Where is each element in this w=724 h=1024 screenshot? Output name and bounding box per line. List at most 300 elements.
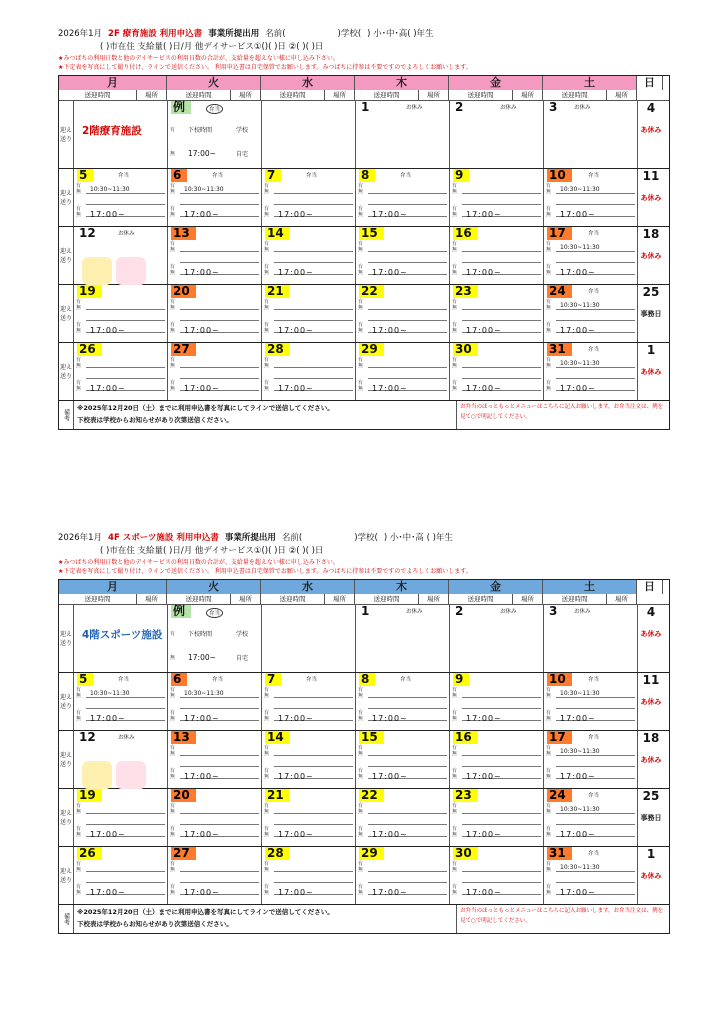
day-number: 15 — [359, 227, 384, 240]
pick-label: 迎え — [59, 305, 72, 313]
day-cell[interactable] — [74, 227, 168, 284]
none-label: 無 — [358, 809, 364, 815]
day-cell[interactable] — [450, 101, 544, 168]
day-number: 26 — [77, 343, 102, 356]
have-none-label — [170, 183, 180, 195]
have-label: 有 — [170, 631, 176, 637]
divider — [180, 766, 259, 767]
pickup-time[interactable]: 10:30~11:30 — [184, 186, 224, 193]
day-cell[interactable] — [262, 169, 356, 226]
none-label: 無 — [170, 386, 176, 392]
return-time[interactable]: 17:00~ — [560, 268, 596, 277]
none-label: 無 — [358, 386, 364, 392]
return-time[interactable]: 17:00~ — [90, 714, 126, 723]
have-none-label — [76, 206, 86, 218]
day-cell[interactable] — [168, 227, 262, 284]
home-label: 自宅 — [236, 151, 249, 158]
pick-label: 迎え — [59, 363, 72, 371]
day-cell[interactable] — [544, 285, 638, 342]
return-time[interactable]: 17:00~ — [372, 772, 408, 781]
day-number: 2 — [455, 604, 464, 618]
day-number: 16 — [453, 731, 478, 744]
return-time[interactable]: 17:00~ — [184, 830, 220, 839]
none-label: 無 — [358, 189, 364, 195]
day-cell[interactable] — [168, 285, 262, 342]
have-label: 有 — [170, 241, 176, 247]
day-cell[interactable] — [168, 169, 262, 226]
divider — [368, 204, 447, 205]
pickup-time[interactable]: 10:30~11:30 — [560, 244, 600, 251]
none-label: 無 — [170, 247, 176, 253]
form-header-2 — [58, 41, 670, 54]
have-none-label — [358, 206, 368, 218]
name-field[interactable]: 名前( — [281, 533, 303, 543]
have-none-label — [546, 183, 556, 195]
none-label: 無 — [170, 305, 176, 311]
have-label: 有 — [76, 861, 82, 867]
have-none-label — [358, 357, 368, 369]
have-none-label — [170, 206, 180, 218]
divider — [556, 367, 635, 368]
day-cell[interactable] — [74, 731, 168, 788]
return-time[interactable]: 17:00~ — [560, 326, 596, 335]
sunday-cell — [638, 169, 664, 226]
day-cell[interactable] — [544, 101, 638, 168]
day-number: 4 — [646, 605, 656, 619]
day-cell[interactable] — [168, 673, 262, 730]
have-none-label — [358, 826, 368, 838]
divider — [462, 824, 541, 825]
return-time[interactable]: 17:00~ — [278, 210, 314, 219]
return-time[interactable]: 17:00~ — [184, 888, 220, 897]
have-none-label — [264, 826, 274, 838]
example-label: 例 — [171, 101, 191, 114]
day-cell[interactable] — [544, 731, 638, 788]
pickup-time[interactable]: 10:30~11:30 — [90, 186, 130, 193]
return-time[interactable]: 17:00~ — [466, 268, 502, 277]
have-none-label — [452, 299, 462, 311]
none-label: 無 — [546, 716, 552, 722]
return-time[interactable]: 17:00~ — [466, 714, 502, 723]
send-label: 送り — [59, 372, 72, 380]
have-label: 有 — [546, 861, 552, 867]
note: ★みつばちの利用日数と他のデイサービスの利用日数の合計が、支給量を超えない様に申し込み下さい。 — [58, 55, 339, 62]
form-header — [58, 532, 670, 545]
return-time[interactable]: 17:00~ — [278, 888, 314, 897]
have-label: 有 — [358, 710, 364, 716]
have-none-label — [546, 687, 556, 699]
none-label: 無 — [264, 832, 270, 838]
divider — [368, 309, 447, 310]
city-field[interactable]: ( )市在住 支給量( )日/月 他デイサービス①( — [100, 546, 265, 556]
have-none-label — [546, 710, 556, 722]
divider — [86, 882, 165, 883]
return-time[interactable]: 17:00~ — [372, 714, 408, 723]
have-none-label — [264, 206, 274, 218]
pickup-time[interactable]: 10:30~11:30 — [560, 186, 600, 193]
day-cell[interactable] — [356, 673, 450, 730]
return-time[interactable]: 17:00~ — [184, 714, 220, 723]
return-time[interactable]: 17:00~ — [466, 888, 502, 897]
place-header: 場所 — [325, 594, 355, 604]
day-cell[interactable] — [356, 605, 450, 672]
have-label: 有 — [264, 299, 270, 305]
divider — [368, 320, 447, 321]
day-cell[interactable] — [262, 227, 356, 284]
day-cell[interactable] — [450, 847, 544, 904]
day-number: 18 — [642, 227, 660, 241]
none-label: 無 — [76, 809, 82, 815]
have-label: 有 — [170, 745, 176, 751]
day-cell[interactable] — [356, 101, 450, 168]
school-label: 学校 — [236, 127, 249, 134]
form-header — [58, 28, 670, 41]
have-label: 有 — [452, 299, 458, 305]
have-label: 有 — [170, 380, 176, 386]
have-label: 有 — [452, 183, 458, 189]
kids-sticker — [116, 257, 146, 285]
day-cell[interactable] — [262, 673, 356, 730]
return-time[interactable]: 17:00~ — [372, 830, 408, 839]
return-time[interactable]: 17:00~ — [372, 210, 408, 219]
send-label: 送り — [59, 702, 72, 710]
return-time[interactable]: 17:00~ — [90, 830, 126, 839]
place-header: 場所 — [419, 90, 449, 100]
day-cell[interactable] — [450, 731, 544, 788]
have-label: 有 — [76, 322, 82, 328]
none-label: 無 — [546, 328, 552, 334]
have-label: 有 — [546, 687, 552, 693]
return-time[interactable]: 17:00~ — [372, 268, 408, 277]
remark-main — [74, 905, 457, 933]
have-label: 有 — [264, 710, 270, 716]
return-time[interactable]: 17:00~ — [372, 326, 408, 335]
grade-field[interactable]: ) 小･中･高( )年生 — [367, 29, 434, 39]
have-none-label — [264, 380, 274, 392]
off-label: お休み — [406, 609, 423, 615]
day-cell[interactable] — [450, 673, 544, 730]
none-label: 無 — [546, 774, 552, 780]
day-cell[interactable] — [262, 343, 356, 400]
none-label: 無 — [546, 212, 552, 218]
day-cell[interactable] — [356, 847, 450, 904]
day-cell[interactable] — [168, 343, 262, 400]
day-cell[interactable] — [544, 789, 638, 846]
return-time[interactable]: 17:00~ — [184, 326, 220, 335]
return-time[interactable]: 17:00~ — [466, 210, 502, 219]
have-label: 有 — [358, 357, 364, 363]
divider — [368, 882, 447, 883]
none-label: 無 — [358, 305, 364, 311]
divider — [274, 193, 353, 194]
day-number: 30 — [453, 343, 478, 356]
day-number: 21 — [265, 789, 290, 802]
have-label: 有 — [170, 861, 176, 867]
weekday-header: 日 — [637, 76, 663, 90]
have-none-label — [358, 884, 368, 896]
none-label: 無 — [76, 832, 82, 838]
have-none-label — [546, 380, 556, 392]
day-cell[interactable] — [74, 673, 168, 730]
none-label: 無 — [452, 363, 458, 369]
day-cell[interactable] — [262, 285, 356, 342]
day-cell[interactable] — [74, 847, 168, 904]
weekday-header: 金 — [449, 580, 543, 594]
day-cell — [262, 605, 356, 672]
day-number: 5 — [77, 169, 93, 182]
day-cell[interactable] — [74, 343, 168, 400]
day-cell[interactable] — [450, 789, 544, 846]
have-none-label — [546, 884, 556, 896]
pickup-time[interactable]: 10:30~11:30 — [560, 360, 600, 367]
have-label: 有 — [452, 803, 458, 809]
return-time[interactable]: 17:00~ — [90, 888, 126, 897]
none-label: 無 — [546, 867, 552, 873]
day-number: 17 — [547, 731, 572, 744]
deadline-note: ※2025年12月20日（土）までに利用申込書を写真にしてラインで送信してください。 — [77, 908, 334, 916]
pickup-time[interactable]: 10:30~11:30 — [560, 748, 600, 755]
send-time-header: 送迎時間 — [543, 594, 607, 604]
day-number: 6 — [171, 169, 187, 182]
day-cell[interactable] — [544, 227, 638, 284]
divider — [180, 882, 259, 883]
return-time[interactable]: 17:00~ — [278, 268, 314, 277]
return-time[interactable]: 17:00~ — [466, 772, 502, 781]
divider — [556, 262, 635, 263]
grade-field[interactable]: ) 小･中･高 ( )年生 — [383, 533, 453, 543]
none-label: 無 — [170, 328, 176, 334]
divider — [462, 766, 541, 767]
city-field[interactable]: ( )市在住 支給量( )日/月 他デイサービス①( — [100, 42, 265, 52]
day-number: 16 — [453, 227, 478, 240]
return-time[interactable]: 17:00~ — [560, 888, 596, 897]
day-cell[interactable] — [74, 169, 168, 226]
have-none-label — [264, 322, 274, 334]
day-cell[interactable] — [356, 227, 450, 284]
pickup-time[interactable]: 10:30~11:30 — [560, 806, 600, 813]
day-tag: 弁当 — [212, 173, 224, 179]
return-time[interactable]: 17:00~ — [278, 326, 314, 335]
none-label: 無 — [546, 832, 552, 838]
none-label: 無 — [76, 305, 82, 311]
have-none-label — [546, 803, 556, 815]
have-label: 有 — [76, 183, 82, 189]
sunday-note: あ休み — [640, 126, 662, 134]
day-cell[interactable] — [356, 285, 450, 342]
day-cell[interactable] — [356, 343, 450, 400]
day-cell[interactable] — [356, 731, 450, 788]
day-number: 12 — [79, 226, 96, 240]
return-time[interactable]: 17:00~ — [278, 384, 314, 393]
note: ★みつばちの利用日数と他のデイサービスの利用日数の合計が、支給量を超えない様に申し込み下さい。 — [58, 559, 339, 566]
pickup-send-label — [59, 673, 74, 730]
day-cell[interactable] — [262, 847, 356, 904]
return-time[interactable]: 17:00~ — [372, 384, 408, 393]
return-time[interactable]: 17:00~ — [560, 384, 596, 393]
day-cell[interactable] — [544, 673, 638, 730]
return-time[interactable]: 17:00~ — [560, 714, 596, 723]
none-label: 無 — [264, 693, 270, 699]
day-cell[interactable] — [74, 285, 168, 342]
return-time[interactable]: 17:00~ — [466, 830, 502, 839]
none-label: 無 — [264, 867, 270, 873]
divider — [86, 367, 165, 368]
none-label: 無 — [264, 212, 270, 218]
return-time[interactable]: 17:00~ — [90, 210, 126, 219]
divider — [180, 193, 259, 194]
name-field[interactable]: 名前( — [265, 29, 286, 39]
return-time[interactable]: 17:00~ — [184, 268, 220, 277]
day-cell[interactable] — [450, 343, 544, 400]
divider — [180, 204, 259, 205]
day-cell[interactable] — [74, 789, 168, 846]
return-time[interactable]: 17:00~ — [278, 830, 314, 839]
none-label: 無 — [264, 189, 270, 195]
return-time[interactable]: 17:00~ — [466, 384, 502, 393]
have-none-label — [170, 884, 180, 896]
have-none-label — [546, 861, 556, 873]
return-time[interactable]: 17:00~ — [184, 210, 220, 219]
facility-title: 2F 療育施設 利用申込書 — [108, 29, 203, 39]
day-cell[interactable] — [262, 731, 356, 788]
day-cell[interactable] — [168, 789, 262, 846]
day-number: 22 — [359, 789, 384, 802]
day-number: 4 — [646, 101, 656, 115]
place-header: 場所 — [607, 594, 637, 604]
deadline-note: ※2025年12月20日（土）までに利用申込書を写真にしてラインで送信してください。 — [77, 404, 334, 412]
day-number: 7 — [265, 169, 281, 182]
pick-label: 迎え — [59, 867, 72, 875]
day-cell[interactable] — [450, 605, 544, 672]
pickup-send-label — [59, 169, 74, 226]
have-label: 有 — [452, 322, 458, 328]
lunch-note[interactable]: お弁当のほっともっとメニューはこちらに記入お願いします。お弁当注文は、例を見て○で明記してください。 — [460, 908, 664, 924]
divider — [462, 193, 541, 194]
weekday-header: 水 — [261, 580, 355, 594]
have-label: 有 — [76, 803, 82, 809]
pickup-time[interactable]: 10:30~11:30 — [560, 690, 600, 697]
have-label: 有 — [452, 710, 458, 716]
pickup-send-label — [59, 285, 74, 342]
return-time[interactable]: 17:00~ — [184, 384, 220, 393]
pickup-time[interactable]: 10:30~11:30 — [560, 302, 600, 309]
sunday-cell — [638, 673, 664, 730]
day-number: 8 — [359, 673, 375, 686]
return-time[interactable]: 17:00~ — [560, 830, 596, 839]
none-label: 無 — [546, 890, 552, 896]
have-label: 有 — [76, 710, 82, 716]
sunday-cell — [638, 101, 664, 168]
sunday-cell — [638, 847, 664, 904]
send-label: 送り — [59, 639, 72, 647]
submit-label: 事業所提出用 — [208, 29, 260, 39]
return-time[interactable]: 17:00~ — [372, 888, 408, 897]
place-header: 場所 — [231, 90, 261, 100]
week-row — [59, 101, 669, 169]
off-label: お休み — [574, 105, 591, 111]
other-field[interactable]: )( )日 ②( )( )日 — [264, 546, 324, 556]
none-label: 無 — [546, 693, 552, 699]
pick-label: 迎え — [59, 189, 72, 197]
divider — [274, 882, 353, 883]
day-tag: 弁当 — [588, 173, 600, 179]
day-tag: 弁当 — [212, 677, 224, 683]
return-time[interactable]: 17:00~ — [560, 210, 596, 219]
day-cell[interactable] — [450, 169, 544, 226]
sunday-cell — [638, 731, 664, 788]
day-number: 9 — [453, 673, 469, 686]
day-cell[interactable] — [544, 343, 638, 400]
send-time-header: 送迎時間 — [543, 90, 607, 100]
have-none-label — [76, 322, 86, 334]
none-label: 無 — [264, 247, 270, 253]
have-none-label — [76, 687, 86, 699]
divider — [274, 708, 353, 709]
day-cell[interactable] — [544, 169, 638, 226]
day-cell[interactable] — [262, 789, 356, 846]
none-label: 無 — [170, 867, 176, 873]
pickup-time[interactable]: 10:30~11:30 — [184, 690, 224, 697]
application-form — [58, 28, 670, 430]
none-label: 無 — [264, 328, 270, 334]
have-label: 有 — [452, 861, 458, 867]
day-number: 21 — [265, 285, 290, 298]
school-field[interactable]: )学校( — [354, 533, 378, 543]
pickup-time[interactable]: 10:30~11:30 — [90, 690, 130, 697]
return-time[interactable]: 17:00~ — [278, 714, 314, 723]
school-time-label: 下校時間 — [188, 127, 213, 134]
divider — [86, 320, 165, 321]
facility-name: 2階療育施設 — [82, 125, 142, 137]
send-label: 送り — [59, 314, 72, 322]
divider — [180, 309, 259, 310]
day-cell[interactable] — [356, 169, 450, 226]
have-label: 有 — [358, 322, 364, 328]
divider — [180, 262, 259, 263]
day-cell[interactable] — [356, 789, 450, 846]
return-time[interactable]: 17:00~ — [278, 772, 314, 781]
return-time[interactable]: 17:00~ — [560, 772, 596, 781]
return-time[interactable]: 17:00~ — [466, 326, 502, 335]
school-field[interactable]: )学校( — [337, 29, 362, 39]
have-label: 有 — [358, 183, 364, 189]
day-cell[interactable] — [544, 605, 638, 672]
return-time[interactable]: 17:00~ — [90, 326, 126, 335]
lunch-note[interactable]: お弁当のほっともっとメニューはこちらに記入お願いします。お弁当注文は、例を見て○で明記してください。 — [460, 404, 664, 420]
day-cell[interactable] — [544, 847, 638, 904]
day-cell[interactable] — [450, 227, 544, 284]
facility-title: 4F スポーツ施設 利用申込書 — [108, 533, 219, 543]
day-cell[interactable] — [168, 731, 262, 788]
week-row — [59, 731, 669, 789]
other-field[interactable]: )( )日 ②( )( )日 — [264, 42, 324, 52]
pickup-time[interactable]: 10:30~11:30 — [560, 864, 600, 871]
none-label: 無 — [76, 189, 82, 195]
have-none-label — [76, 710, 86, 722]
have-label: 有 — [546, 264, 552, 270]
none-label: 無 — [76, 386, 82, 392]
example-time: 17:00~ — [188, 149, 216, 158]
kids-sticker — [82, 257, 112, 285]
day-tag: 弁当 — [118, 677, 130, 683]
day-cell[interactable] — [450, 285, 544, 342]
pickup-send-label — [59, 847, 74, 904]
day-cell[interactable] — [168, 847, 262, 904]
return-time[interactable]: 17:00~ — [184, 772, 220, 781]
return-time[interactable]: 17:00~ — [90, 384, 126, 393]
weekday-header: 火 — [167, 580, 261, 594]
have-label: 有 — [546, 322, 552, 328]
